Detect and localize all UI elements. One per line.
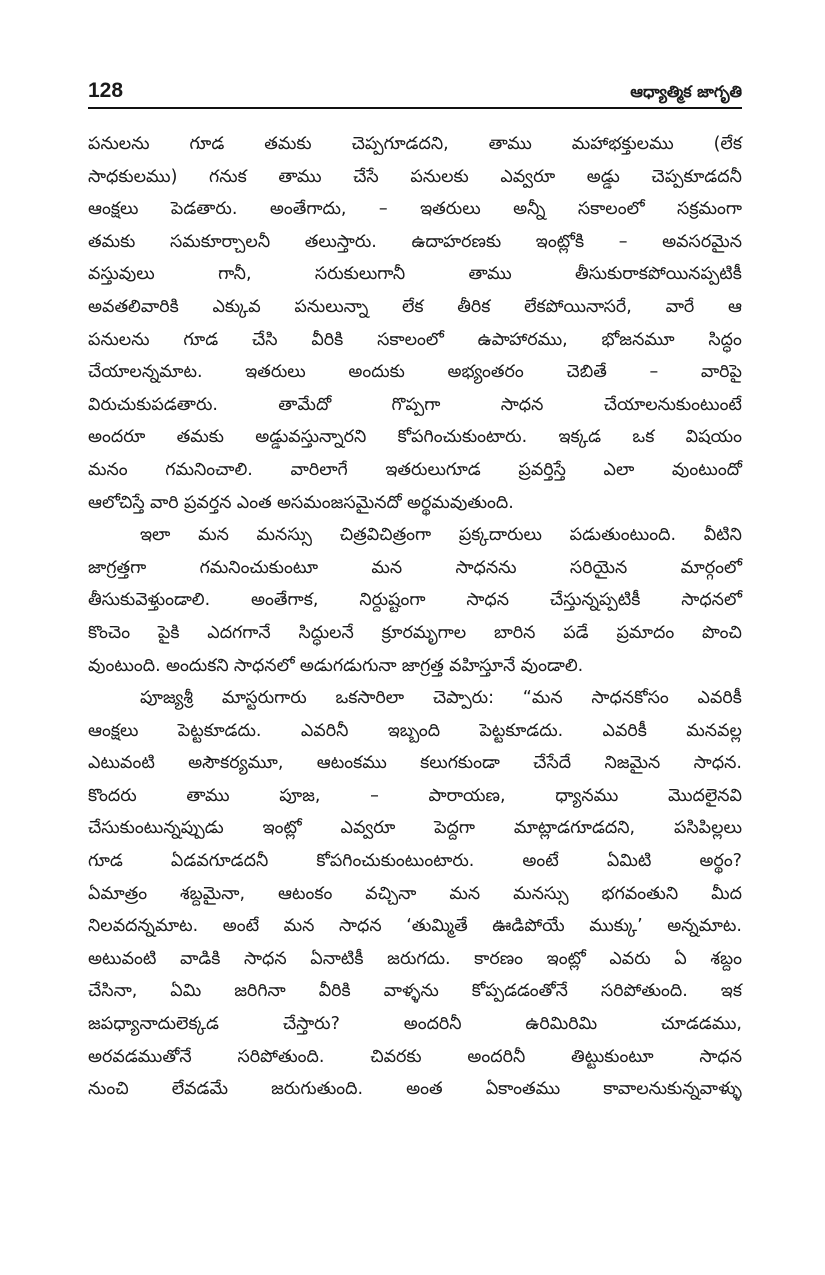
text-line: అరవడముతోనే సరిపోతుంది. చివరకు అందరినీ తిట్టుకుంటూ సాధన	[88, 1046, 742, 1067]
text-line: ఇలా మన మనస్సు చిత్రవిచిత్రంగా ప్రక్కదారులు పడుతుంటుంది. వీటిని	[140, 525, 742, 546]
paragraph	[88, 519, 742, 682]
page-header	[88, 78, 742, 108]
text-line: తమకు సమకూర్చాలనీ తలుస్తారు. ఉదాహరణకు ఇంట్లోకి – అవసరమైన	[88, 231, 742, 252]
text-line: ఎటువంటి అసౌకర్యమూ, ఆటంకము కలుగకుండా చేసేదే నిజమైన సాధన.	[88, 753, 742, 774]
text-line: జాగ్రత్తగా గమనించుకుంటూ మన సాధనను సరియైన మార్గంలో	[88, 557, 742, 578]
paragraph	[88, 128, 742, 519]
text-line: చేయాలన్నమాట. ఇతరులు అందుకు అభ్యంతరం చెబితే – వారిపై	[88, 362, 742, 383]
text-line: ఆంక్షలు పెట్టకూడదు. ఎవరినీ ఇబ్బంది పెట్టకూడదు. ఎవరికీ మనవల్ల	[88, 720, 742, 741]
text-line: ఏమాత్రం శబ్దమైనా, ఆటంకం వచ్చినా మన మనస్సు భగవంతుని మీద	[88, 883, 742, 904]
text-line: చేసినా, ఏమి జరిగినా వీరికి వాళ్ళను కోప్పడడంతోనే సరిపోతుంది. ఇక	[88, 981, 742, 1002]
text-line: గూడ ఏడవగూడదనీ కోపగించుకుంటుంటారు. అంటే ఏమిటి అర్థం?	[88, 851, 742, 872]
running-title: ఆధ్యాత్మిక జాగృతి	[630, 82, 742, 101]
text-line: సాధకులము) గనుక తాము చేసే పనులకు ఎవ్వరూ అడ్డు చెప్పకూడదనీ	[88, 166, 742, 187]
text-line: చేసుకుంటున్నప్పుడు ఇంట్లో ఎవ్వరూ పెద్దగా మాట్లాడగూడదని, పసిపిల్లలు	[88, 818, 742, 839]
text-line: అవతలివారికి ఎక్కువ పనులున్నా లేక తీరిక లేకపోయినాసరే, వారే ఆ	[88, 296, 742, 317]
text-line: అందరూ తమకు అడ్డువస్తున్నారని కోపగించుకుంటారు. ఇక్కడ ఒక విషయం	[88, 427, 742, 448]
body-text	[88, 128, 742, 1106]
text-line: కొంచెం పైకి ఎదగగానే సిద్ధులనే క్రూరమృగాల బారిన పడే ప్రమాదం పొంచి	[88, 622, 742, 643]
text-line: మనం గమనించాలి. వారిలాగే ఇతరులుగూడ ప్రవర్తిస్తే ఎలా వుంటుందో	[88, 459, 742, 480]
text-line: జపధ్యానాదులెక్కడ చేస్తారు? అందరినీ ఉరిమిరిమి చూడడము,	[88, 1014, 742, 1035]
page-number: 128	[88, 79, 124, 102]
text-line: వస్తువులు గానీ, సరుకులుగానీ తాము తీసుకురాకపోయినప్పటికీ	[88, 264, 742, 285]
text-line: పూజ్యశ్రీ మాస్టరుగారు ఒకసారిలా చెప్పారు: “మన సాధనకోసం ఎవరికీ	[140, 688, 742, 709]
text-line: పనులను గూడ తమకు చెప్పగూడదని, తాము మహాభక్తులము (లేక	[88, 134, 742, 154]
text-line: అటువంటి వాడికి సాధన ఏనాటికీ జరుగదు. కారణం ఇంట్లో ఎవరు ఏ శబ్దం	[88, 948, 742, 969]
text-line: విరుచుకుపడతారు. తామేదో గొప్పగా సాధన చేయాలనుకుంటుంటే	[88, 394, 742, 415]
text-line: ఆలోచిస్తే వారి ప్రవర్తన ఎంత అసమంజసమైనదో అర్థమవుతుంది.	[88, 492, 514, 513]
text-line: నుంచి లేవడమే జరుగుతుంది. అంత ఏకాంతము కావాలనుకున్నవాళ్ళు	[88, 1079, 742, 1100]
text-line: కొందరు తాము పూజ, – పారాయణ, ధ్యానము మొదలైనవి	[88, 785, 742, 806]
header-divider	[88, 107, 742, 109]
text-line: నిలవదన్నమాట. అంటే మన సాధన ‘తుమ్మితే ఊడిపోయే ముక్కు’ అన్నమాట.	[88, 916, 742, 937]
text-line: పనులను గూడ చేసి వీరికి సకాలంలో ఉపాహారము, భోజనమూ సిద్ధం	[88, 329, 742, 350]
text-line: ఆంక్షలు పెడతారు. అంతేగాదు, – ఇతరులు అన్నీ సకాలంలో సక్రమంగా	[88, 199, 742, 220]
text-line: తీసుకువెళ్తుండాలి. అంతేగాక, నిర్దుష్టంగా సాధన చేస్తున్నప్పటికీ సాధనలో	[88, 590, 742, 611]
text-line: వుంటుంది. అందుకని సాధనలో అడుగడుగునా జాగ్రత్త వహిస్తూనే వుండాలి.	[88, 655, 584, 676]
paragraph	[88, 682, 742, 1106]
